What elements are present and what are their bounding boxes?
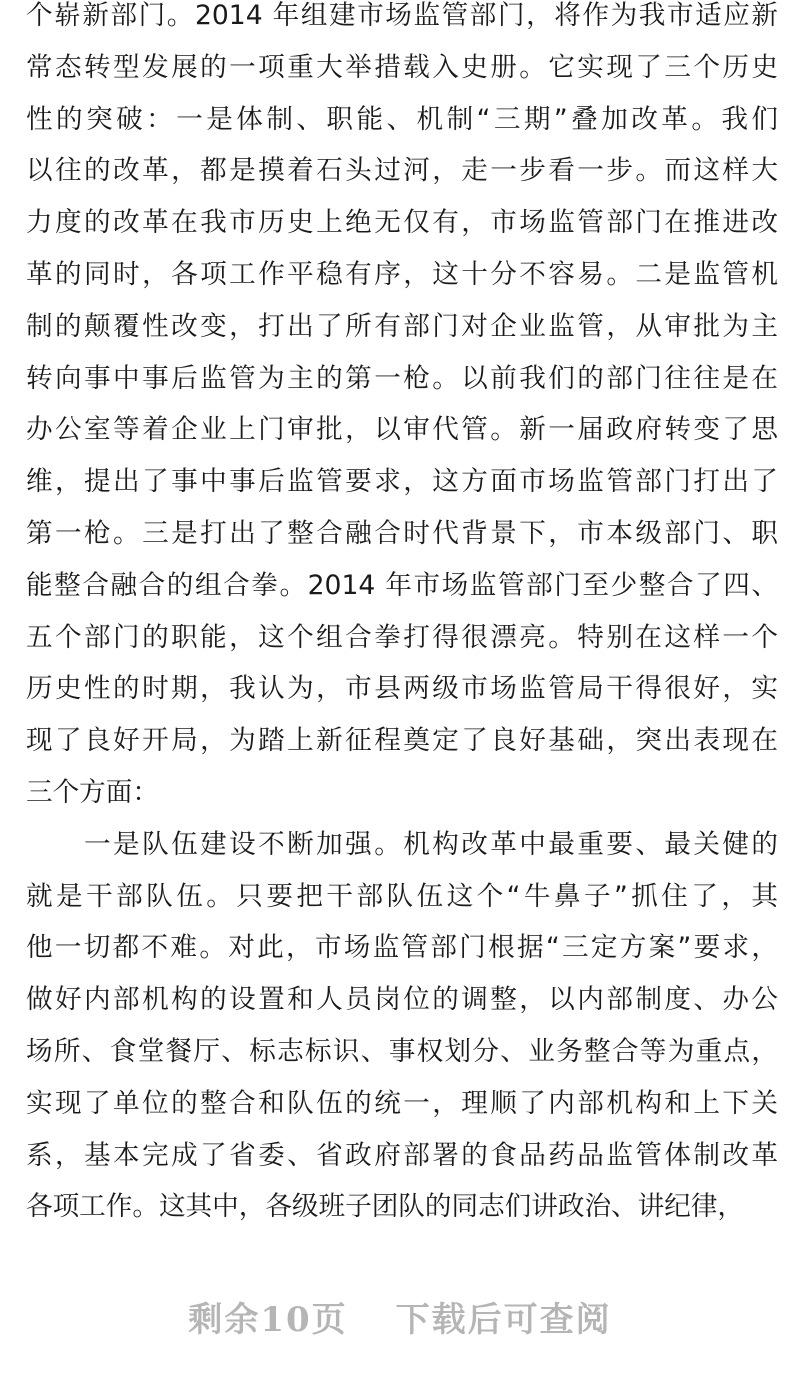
text-line: 第一枪。三是打出了整合融合时代背景下，市本级部门、职 <box>26 518 778 549</box>
text-line: 场所、食堂餐厅、标志标识、事权划分、业务整合等为重点， <box>26 1036 778 1067</box>
text-line: 力度的改革在我市历史上绝无仅有，市场监管部门在推进改 <box>26 207 778 239</box>
text-line: 常态转型发展的一项重大举措载入史册。它实现了三个历史 <box>26 51 778 83</box>
text-line: 实现了单位的整合和队伍的统一，理顺了内部机构和上下关 <box>26 1087 778 1119</box>
text-line: 制的颠覆性改变，打出了所有部门对企业监管，从审批为主 <box>26 310 778 342</box>
text-line: 做好内部机构的设置和人员岗位的调整，以内部制度、办公 <box>26 984 778 1016</box>
text-line: 五个部门的职能，这个组合拳打得很漂亮。特别在这样一个 <box>26 621 778 653</box>
download-banner[interactable] <box>0 1292 800 1352</box>
text-line: 维，提出了事中事后监管要求，这方面市场监管部门打出了 <box>26 466 778 498</box>
text-line: 各项工作。这其中，各级班子团队的同志们讲政治、讲纪律， <box>26 1191 745 1223</box>
text-line: 革的同时，各项工作平稳有序，这十分不容易。二是监管机 <box>26 259 778 290</box>
text-line: 个崭新部门。2014 年组建市场监管部门，将作为我市适应新 <box>26 0 778 31</box>
text-line: 就是干部队伍。只要把干部队伍这个“牛鼻子”抓住了，其 <box>26 880 778 912</box>
text-line: 一是队伍建设不断加强。机构改革中最重要、最关健的 <box>26 828 778 860</box>
text-line: 转向事中事后监管为主的第一枪。以前我们的部门往往是在 <box>26 362 778 394</box>
text-line: 性的突破：一是体制、职能、机制“三期”叠加改革。我们 <box>26 103 778 135</box>
remaining-pages-label: 剩余10页 <box>188 1300 348 1340</box>
text-line: 办公室等着企业上门审批，以审代管。新一届政府转变了思 <box>26 414 778 446</box>
download-hint-label: 下载后可查阅 <box>395 1300 612 1340</box>
text-line: 他一切都不难。对此，市场监管部门根据“三定方案”要求， <box>26 932 778 964</box>
text-line: 能整合融合的组合拳。2014 年市场监管部门至少整合了四、 <box>26 569 778 601</box>
text-line: 现了良好开局，为踏上新征程奠定了良好基础，突出表现在 <box>26 725 778 757</box>
text-line: 以往的改革，都是摸着石头过河，走一步看一步。而这样大 <box>26 155 778 187</box>
text-line: 历史性的时期，我认为，市县两级市场监管局干得很好，实 <box>26 673 778 705</box>
text-line: 系，基本完成了省委、省政府部署的食品药品监管体制改革 <box>26 1139 778 1171</box>
text-line: 三个方面： <box>26 777 159 808</box>
